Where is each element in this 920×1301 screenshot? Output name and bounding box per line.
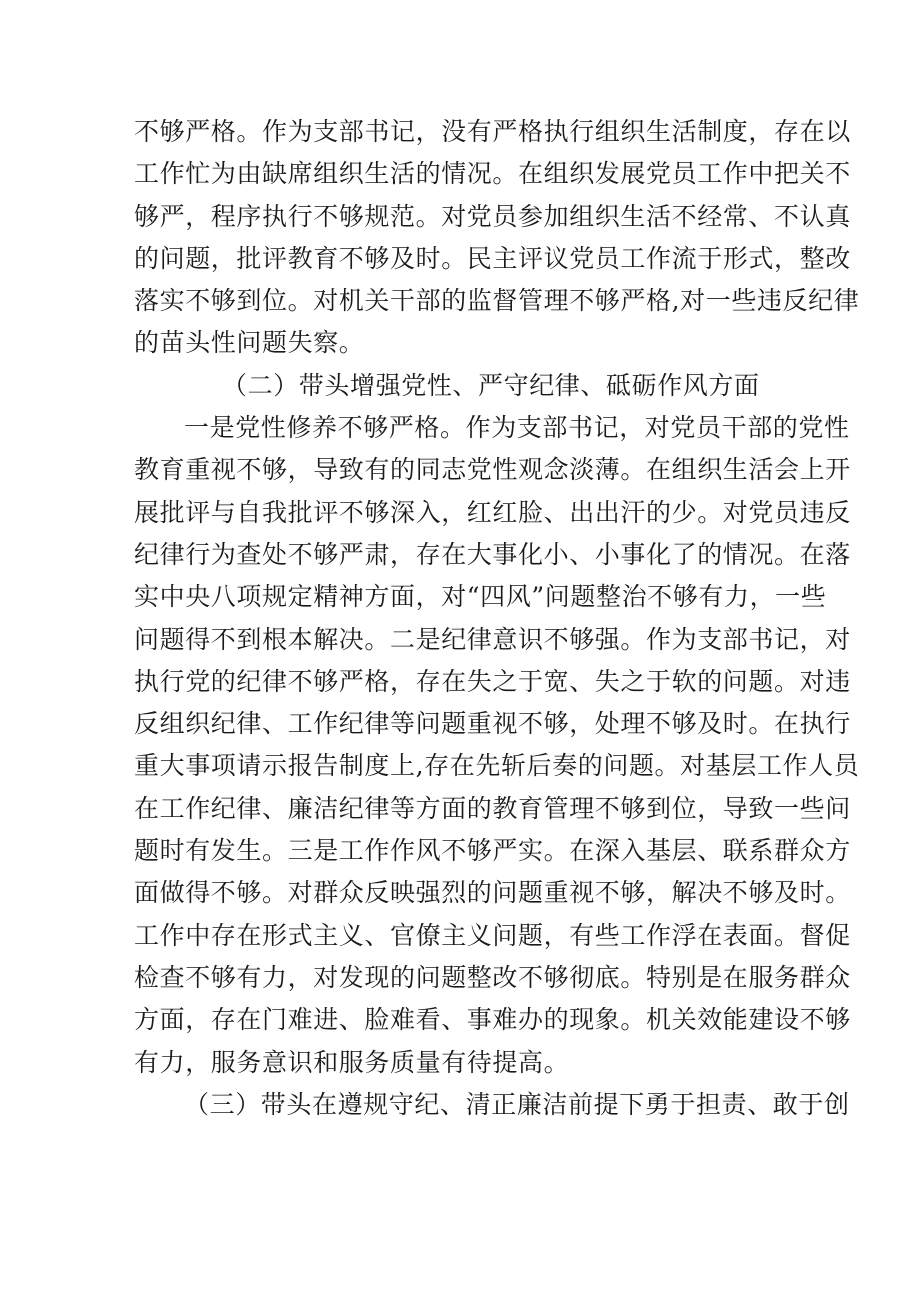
body-line: 方面，存在门难进、脸难看、事难办的现象。机关效能建设不够	[134, 1005, 851, 1035]
body-line: 在工作纪律、廉洁纪律等方面的教育管理不够到位，导致一些问	[134, 793, 851, 823]
body-line: 够严，程序执行不够规范。对党员参加组织生活不经常、不认真	[134, 201, 851, 231]
section-heading: （三）带头在遵规守纪、清正廉洁前提下勇于担责、敢于创	[184, 1089, 850, 1119]
body-line: 展批评与自我批评不够深入，红红脸、出出汗的少。对党员违反	[134, 497, 851, 527]
body-line: 问题得不到根本解决。二是纪律意识不够强。作为支部书记，对	[134, 624, 851, 654]
body-line: 反组织纪律、工作纪律等问题重视不够，处理不够及时。在执行	[134, 709, 851, 739]
body-line: 工作中存在形式主义、官僚主义问题，有些工作浮在表面。督促	[134, 920, 851, 950]
body-line: 纪律行为查处不够严肃，存在大事化小、小事化了的情况。在落	[134, 539, 851, 569]
paragraph-first-line: 一是党性修养不够严格。作为支部书记，对党员干部的党性	[184, 413, 850, 443]
body-line: 检查不够有力，对发现的问题整改不够彻底。特别是在服务群众	[134, 962, 851, 992]
body-line: 实中央八项规定精神方面，对“四风”问题整治不够有力，一些	[134, 582, 827, 612]
body-line: 有力，服务意识和服务质量有待提高。	[134, 1047, 570, 1077]
body-line: 的苗头性问题失察。	[134, 328, 365, 358]
body-line: 执行党的纪律不够严格，存在失之于宽、失之于软的问题。对违	[134, 666, 851, 696]
section-heading: （二）带头增强党性、严守纪律、砥砺作风方面	[222, 370, 760, 400]
body-line: 重大事项请示报告制度上,存在先斩后奏的问题。对基层工作人员	[134, 751, 860, 781]
body-line: 不够严格。作为支部书记，没有严格执行组织生活制度，存在以	[134, 117, 851, 146]
body-line: 题时有发生。三是工作作风不够严实。在深入基层、联系群众方	[134, 836, 851, 866]
body-line: 教育重视不够，导致有的同志党性观念淡薄。在组织生活会上开	[134, 455, 851, 485]
body-line: 面做得不够。对群众反映强烈的问题重视不够，解决不够及时。	[134, 878, 851, 908]
document-body	[134, 111, 860, 1126]
body-line: 工作忙为由缺席组织生活的情况。在组织发展党员工作中把关不	[134, 159, 851, 189]
body-line: 的问题，批评教育不够及时。民主评议党员工作流于形式，整改	[134, 243, 851, 273]
body-line: 落实不够到位。对机关干部的监督管理不够严格,对一些违反纪律	[134, 286, 860, 316]
